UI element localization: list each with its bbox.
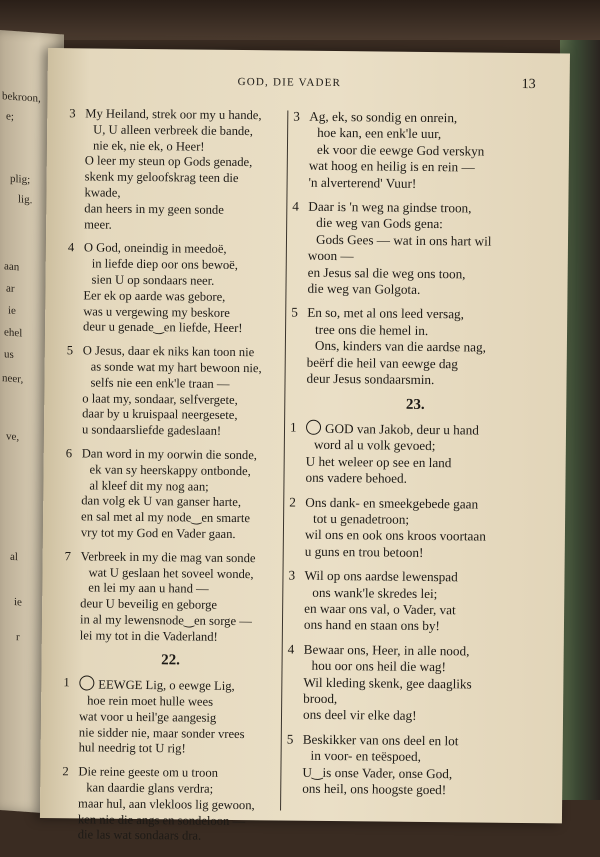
- verse-line: en waar ons val, o Vader, vat: [304, 600, 456, 618]
- verse-line: ons heil, ons hoogste goed!: [302, 780, 447, 798]
- verse-line: die weg van Golgota.: [307, 280, 421, 297]
- verse: [288, 568, 539, 636]
- verse-line: daar by u kruispaal neergesete,: [82, 406, 238, 423]
- verse-line: Beskikker van ons deel en lot: [302, 731, 459, 749]
- prev-page-fragment: ar: [6, 282, 15, 296]
- verse-line: wat hoog en heilig is en rein —: [308, 157, 475, 175]
- verse-line: en lei my aan u hand —: [88, 580, 209, 597]
- verse-line: ek van sy heerskappy ontbonde,: [89, 462, 251, 478]
- hymnal-page: [40, 48, 570, 844]
- verse-line: Daar is 'n weg na gindse troon,: [308, 198, 472, 216]
- verse-line: selfs nie een enk'le traan —: [90, 375, 230, 391]
- verse-line: word al u volk gevoed;: [313, 437, 436, 454]
- prev-page-fragment: ve,: [6, 430, 20, 444]
- verse-line: [79, 676, 277, 696]
- verse-line: ons deel vir elke dag!: [302, 707, 417, 724]
- verse-number: 7: [64, 548, 72, 563]
- verse-line: in voor- en teëspoed,: [310, 748, 422, 765]
- verse-line: u guns en trou betoon!: [304, 543, 424, 560]
- verse-line: Die reine geeste om u troon: [78, 764, 219, 781]
- verse-line: Ons, kinders van die aardse nag,: [314, 338, 486, 355]
- prev-page-fragment: e;: [6, 110, 14, 123]
- page-number: 13: [521, 76, 536, 93]
- prev-page-fragment: lig.: [18, 193, 33, 207]
- verse-line-text: GOD van Jakob, deur u hand: [324, 420, 479, 438]
- verse: [63, 675, 278, 758]
- verse-line: O leer my steun op Gods genade,: [84, 153, 253, 170]
- verse-number: 4: [287, 641, 295, 657]
- verse: [62, 764, 277, 845]
- verse-line: en Jesus sal die weg ons toon,: [307, 264, 466, 282]
- verse-line: deur u genade‿en liefde, Heer!: [83, 319, 243, 336]
- verse-line: deur Jesus sondaarsmin.: [306, 370, 435, 388]
- verse-line: tree ons die hemel in.: [314, 321, 429, 338]
- verse-line: 'n alverterend' Vuur!: [308, 174, 417, 191]
- verse-line: ken nie die angs en sondeloon —: [77, 812, 246, 828]
- verse-line: die weg van Gods gena:: [316, 215, 443, 232]
- verse-line: Eer ek op aarde was gebore,: [83, 288, 226, 304]
- verse-line: Ons dank- en smeekgebede gaan: [305, 494, 479, 512]
- verse-line: was u vergewing my beskore: [83, 303, 230, 320]
- verse-number: 3: [293, 108, 300, 124]
- verse-line: dan heers in my geen sonde: [84, 201, 224, 217]
- verse-number: 3: [69, 106, 76, 121]
- verse-line: Bewaar ons, Heer, in alle nood,: [303, 641, 470, 659]
- verse-line: die las wat sondaars dra.: [77, 827, 202, 844]
- verse-line: nie sidder nie, maar sonder vrees: [78, 725, 245, 741]
- verse-number: 1: [289, 419, 297, 435]
- verse-number: 3: [288, 567, 296, 583]
- verse-line: Ag, ek, so sondig en onrein,: [309, 108, 458, 126]
- verse-line: vry tot my God en Vader gaan.: [80, 525, 236, 541]
- verse-line: wat voor u heil'ge aangesig: [78, 709, 217, 725]
- page-header: [48, 74, 570, 99]
- verse-line: Gods Gees — wat in ons hart wil: [315, 231, 492, 249]
- verse-line: O Jesus, daar ek niks kan toon nie: [82, 343, 255, 360]
- verse-line: maar hul, aan vlekloos lig gewoon,: [78, 796, 255, 813]
- prev-page-fragment: r: [16, 631, 20, 644]
- verse-line: wil ons en ook ons kroos voortaan: [304, 527, 486, 544]
- prev-page-fragment: plig;: [10, 172, 31, 187]
- verse-line: as sonde wat my hart bewoon nie,: [90, 359, 262, 376]
- wooden-table-background: [0, 0, 600, 40]
- right-column: [286, 109, 543, 808]
- verse-line: u sondaarsliefde gadeslaan!: [81, 422, 222, 438]
- verse-number: 2: [62, 764, 69, 779]
- verse-number: 4: [292, 198, 300, 214]
- verse-number: 1: [63, 675, 70, 690]
- verse-line: nie ek, nie ek, o Heer!: [92, 138, 205, 154]
- prev-page-fragment: ie: [14, 595, 22, 609]
- verse-line: sien U op sondaars neer.: [91, 272, 215, 288]
- verse-line: skenk my geloofskrag teen die: [84, 169, 239, 186]
- verse-line: O God, oneindig in meedoë,: [83, 240, 227, 257]
- verse-line: kwade,: [84, 185, 121, 200]
- verse: [293, 109, 544, 194]
- verse-line: tot u genadetroon;: [313, 510, 410, 527]
- verse-line: Wil op ons aardse lewenspad: [304, 567, 458, 585]
- verse-line: ons wank'le skredes lei;: [312, 584, 438, 601]
- verse-number: 5: [291, 305, 298, 321]
- verse-line: Dan word in my oorwin die sonde,: [81, 446, 258, 463]
- verse-number: 5: [66, 343, 74, 358]
- verse: [290, 305, 541, 390]
- hymn-number: 22.: [161, 651, 181, 668]
- prev-page-fragment: ehel: [4, 326, 23, 340]
- verse: [66, 343, 281, 440]
- verse-line: hoe rein moet hulle wees: [87, 693, 214, 709]
- verse: [289, 494, 540, 562]
- verse-number: 5: [286, 731, 294, 747]
- verse: [64, 549, 279, 646]
- verse-line: al kleef dit my nog aan;: [89, 477, 209, 494]
- verse: [287, 641, 538, 726]
- verse-line: in al my lewensnode‿en sorge —: [79, 612, 252, 629]
- prev-page-fragment: bekroon,: [2, 90, 41, 105]
- verse-number: 4: [67, 240, 75, 255]
- verse-line: My Heiland, strek oor my u hande,: [85, 106, 262, 123]
- prev-page-fragment: aan: [4, 260, 20, 274]
- verse-line-text: EEWGE Lig, o eewge Lig,: [98, 677, 235, 694]
- verse: [291, 199, 542, 300]
- verse-line: ek voor die eewge God verskyn: [316, 141, 485, 159]
- verse-line: U, U alleen verbreek die bande,: [93, 122, 254, 138]
- verse-line: en sal met al my node‿en smarte: [81, 509, 251, 526]
- initial-o-circle-icon: [306, 420, 321, 435]
- running-head: GOD, DIE VADER: [237, 75, 342, 90]
- verse: [286, 731, 537, 799]
- prev-page-fragment: al: [10, 550, 18, 564]
- left-column: [62, 106, 284, 853]
- initial-o-circle-icon: [79, 676, 94, 691]
- verse-line: in liefde diep oor ons bewoë,: [91, 256, 238, 273]
- verse-line: hou oor ons heil die wag!: [311, 657, 447, 675]
- verse-line: o laat my, sondaar, selfvergete,: [82, 390, 238, 407]
- verse-line: beërf die heil van eewge dag: [306, 354, 459, 371]
- prev-page-fragment: us: [4, 348, 14, 361]
- verse-line: meer.: [84, 216, 112, 232]
- verse-line: woon —: [307, 247, 354, 264]
- verse-line: Verbreek in my die mag van sonde: [80, 549, 256, 565]
- verse-line: U het weleer op see en land: [305, 453, 452, 470]
- verse-line: hoe kan, een enk'le uur,: [317, 125, 442, 142]
- verse-line: wat U geslaan het soveel wonde,: [88, 564, 254, 581]
- verse-line: hul needrig tot U rig!: [78, 740, 186, 756]
- verse-number: 2: [289, 494, 296, 510]
- verse: [289, 419, 540, 488]
- verse: [68, 106, 283, 235]
- verse-line: U‿is onse Vader, onse God,: [302, 764, 453, 781]
- verse: [67, 241, 282, 338]
- verse-line: kan daardie glans verdra;: [86, 780, 214, 796]
- verse-line: lei my tot in die Vaderland!: [79, 628, 218, 644]
- verse-line: ons hand en staan ons by!: [303, 617, 440, 634]
- verse-line: Wil kleding skenk, gee daagliks: [303, 674, 472, 692]
- verse-number: 6: [65, 446, 73, 461]
- verse-line: brood,: [303, 690, 338, 707]
- verse: [65, 446, 280, 543]
- verse-line: deur U beveilig en geborge: [80, 596, 218, 612]
- prev-page-fragment: neer,: [2, 372, 24, 386]
- verse-line: En so, met al ons leed versag,: [307, 305, 465, 322]
- hymn-number: 23.: [405, 396, 425, 413]
- verse-line: dan volg ek U van ganser harte,: [81, 493, 242, 510]
- verse-line: ons vadere behoed.: [305, 469, 408, 486]
- prev-page-fragment: ie: [8, 304, 16, 318]
